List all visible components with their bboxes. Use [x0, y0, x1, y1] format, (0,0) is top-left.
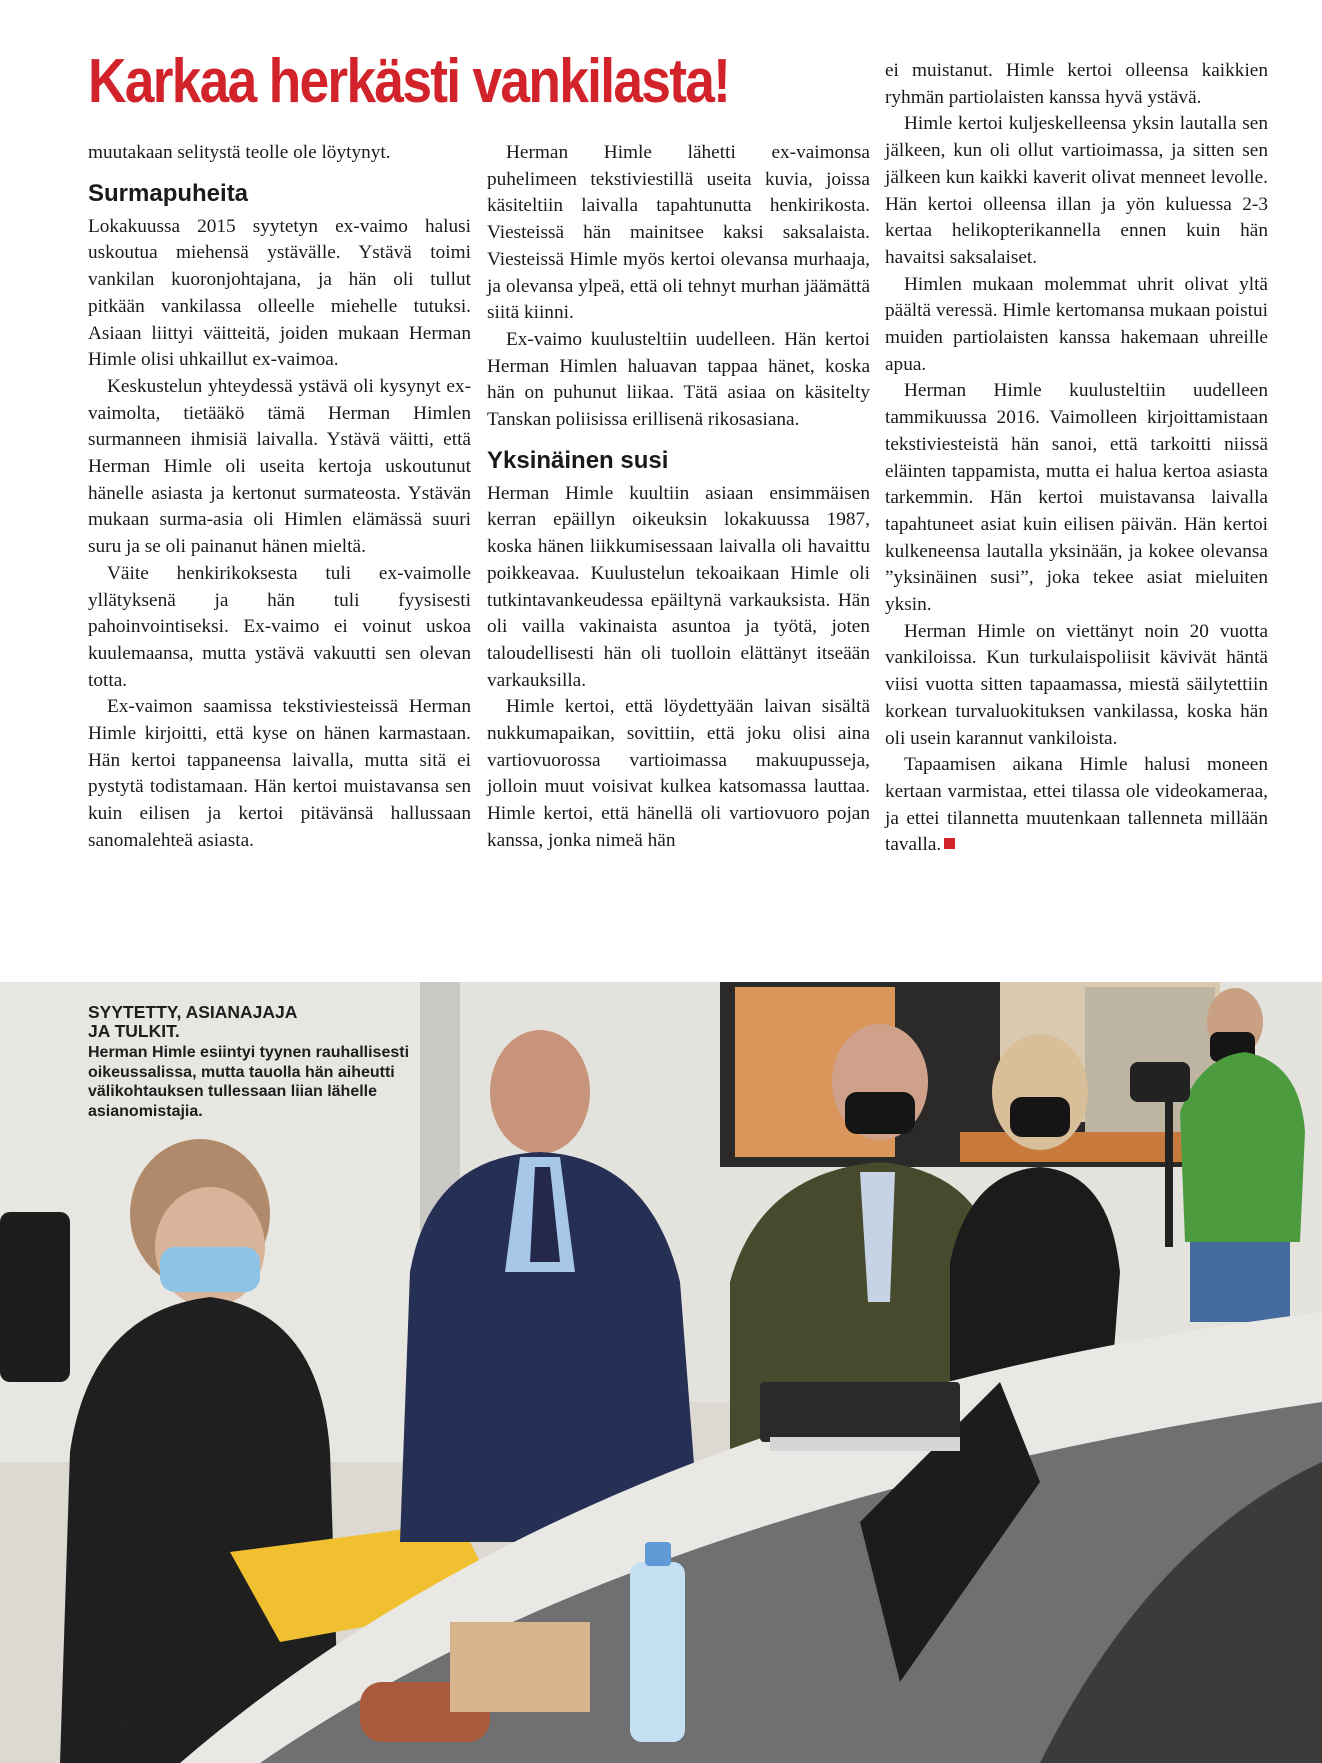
paragraph: Himle kertoi kuljeskelleensa yksin lautalla sen jälkeen, kun oli ollut vartioimassa, ja sitten sen jälkeen kun kaikki kaverit olivat menneet levolle. Hän kertoi olleensa illan ja yön kuluessa 2-3 kertaa helikopterikannella ennen kuin hän havaitsi saksalaiset. [885, 113, 1268, 268]
paragraph: Himle kertoi, että löydettyään laivan sisältä nukkumapaikan, sovittiin, että joku olisi aina vartiovuorossa vartioimassa makuupusseja, jolloin muut voisivat kulkea katsomassa lauttaa. Himle kertoi, että hänellä oli vartiovuoro pojan kanssa, jonka nimeä hän [487, 696, 870, 851]
page-folio: 18 ALIBI [88, 1712, 155, 1731]
article-column-2 [487, 140, 870, 855]
paragraph: muutakaan selitystä teolle ole löytynyt. [88, 142, 391, 163]
photo-caption [88, 1003, 418, 1121]
paragraph: Keskustelun yhteydessä ystävä oli kysynyt ex-vaimolta, tietääkö tämä Herman Himlen surmanneen ihmisiä laivalla. Ystävä väitti, että Herman Himle oli useita kertoja uskoutunut hänelle asiasta ja kertonut surmateosta. Ystävän mukaan surma-asia oli Himlen elämässä suuri suru ja se oli painanut hänen mieltä. [88, 375, 471, 558]
paragraph: Herman Himle kuulusteltiin uudelleen tammikuussa 2016. Vaimolleen kirjoittamistaan tekstiviesteistä hän sanoi, että tarkoitti niissä eläinten tappamista, mutta ei halua kertoa asiasta tarkemmin. Hän kertoi muistavansa laivalla tapahtuneet asiat kuin eilisen päivän. Hän kertoi kulkeneensa lautalla yksinään, ja kokee olevansa ”yksinäinen susi”, joka tekee asiat mieluiten yksin. [885, 380, 1268, 616]
article-column-1 [88, 140, 471, 855]
photo-caption-text: Herman Himle esiintyi tyynen rauhallisesti oikeussalissa, mutta tauolla hän aiheutti välikohtauksen tullessaan liian lähelle asianomistajia. [88, 1044, 410, 1120]
subheading-surmapuheita: Surmapuheita [88, 179, 249, 207]
paragraph-final-text: Tapaamisen aikana Himle halusi moneen kertaan varmistaa, ettei tilassa ole videokameraa, ja ettei tilannetta muutenkaan tallenneta millään tavalla. [885, 754, 1268, 856]
paragraph: Himlen mukaan molemmat uhrit olivat yltä päältä veressä. Himle kertomansa mukaan poistui muiden partiolaisten kanssa hakemaan uhreille apua. [885, 273, 1268, 375]
paragraph: Ex-vaimon saamissa tekstiviesteissä Herman Himle kirjoitti, että kyse on hänen karmastaan. Hän kertoi tappaneensa laivalla, mutta sitä ei pystytä todistamaan. Hän kertoi muistavansa sen kuin eilisen ja kertoi pitävänsä hallussaan sanomalehteä asiasta. [88, 696, 471, 851]
end-mark-icon [944, 838, 955, 849]
photo-caption-title: SYYTETTY, ASIANAJAJA JA TULKIT. [88, 1002, 298, 1041]
paragraph: Herman Himle on viettänyt noin 20 vuotta vankiloissa. Kun turkulaispoliisit kävivät häntä viisi vuotta sitten tapaamassa, miestä säilytettiin korkean turvaluokituksen vankilassa, koska hän oli usein karannut vankiloista. [885, 620, 1268, 749]
headline: Karkaa herkästi vankilasta! [88, 47, 730, 116]
paragraph: Lokakuussa 2015 syytetyn ex-vaimo halusi uskoutua miehensä ystävälle. Ystävä toimi vankilan kuoronjohtajana, ja hän oli tullut pitkään vankilassa olleelle miehelle tutuksi. Asiaan liittyi väitteitä, joiden mukaan Herman Himle olisi uhkaillut ex-vaimoa. [88, 215, 471, 371]
paragraph-final [885, 752, 1268, 859]
paragraph: Herman Himle kuultiin asiaan ensimmäisen kerran epäillyn oikeuksin lokakuussa 1987, koska hänen liikkumisessaan laivalla oli havaittu poikkeavaa. Kuulustelun tekoaikaan Himle oli tutkintavankeudessa epäiltynä varkauksista. Hän oli vailla vakinaista asuntoa ja työtä, joten taloudellisesti hän oli tuolloin elättänyt itseään varkauksilla. [487, 482, 870, 691]
paragraph: Väite henkirikoksesta tuli ex-vaimolle yllätyksenä ja hän tuli fyysisesti pahoinvointiseksi. Ex-vaimo ei voinut uskoa kuulemaansa, mutta ystävä vakuutti sen olevan totta. [88, 562, 471, 691]
paragraph: Ex-vaimo kuulusteltiin uudelleen. Hän kertoi Herman Himlen haluavan tappaa hänet, koska hän on puhunut liikaa. Tätä asiaa on käsitelty Tanskan poliisissa erillisenä rikosasiana. [487, 328, 870, 431]
paragraph: ei muistanut. Himle kertoi olleensa kaikkien ryhmän partiolaisten kanssa hyvä ystävä. [885, 60, 1268, 108]
paragraph: Herman Himle lähetti ex-vaimonsa puhelimeen tekstiviestillä useita kuvia, joissa käsiteltiin laivalla tapahtunutta henkirikosta. Viesteissä hän mainitsee kaksi saksalaista. Viesteissä Himle myös kertoi olevansa murhaaja, ja olevansa ylpeä, että oli tehnyt murhan jäämättä siitä kiinni. [487, 142, 870, 324]
subheading-yksinainen-susi: Yksinäinen susi [487, 446, 669, 474]
article-column-3 [885, 58, 1268, 859]
